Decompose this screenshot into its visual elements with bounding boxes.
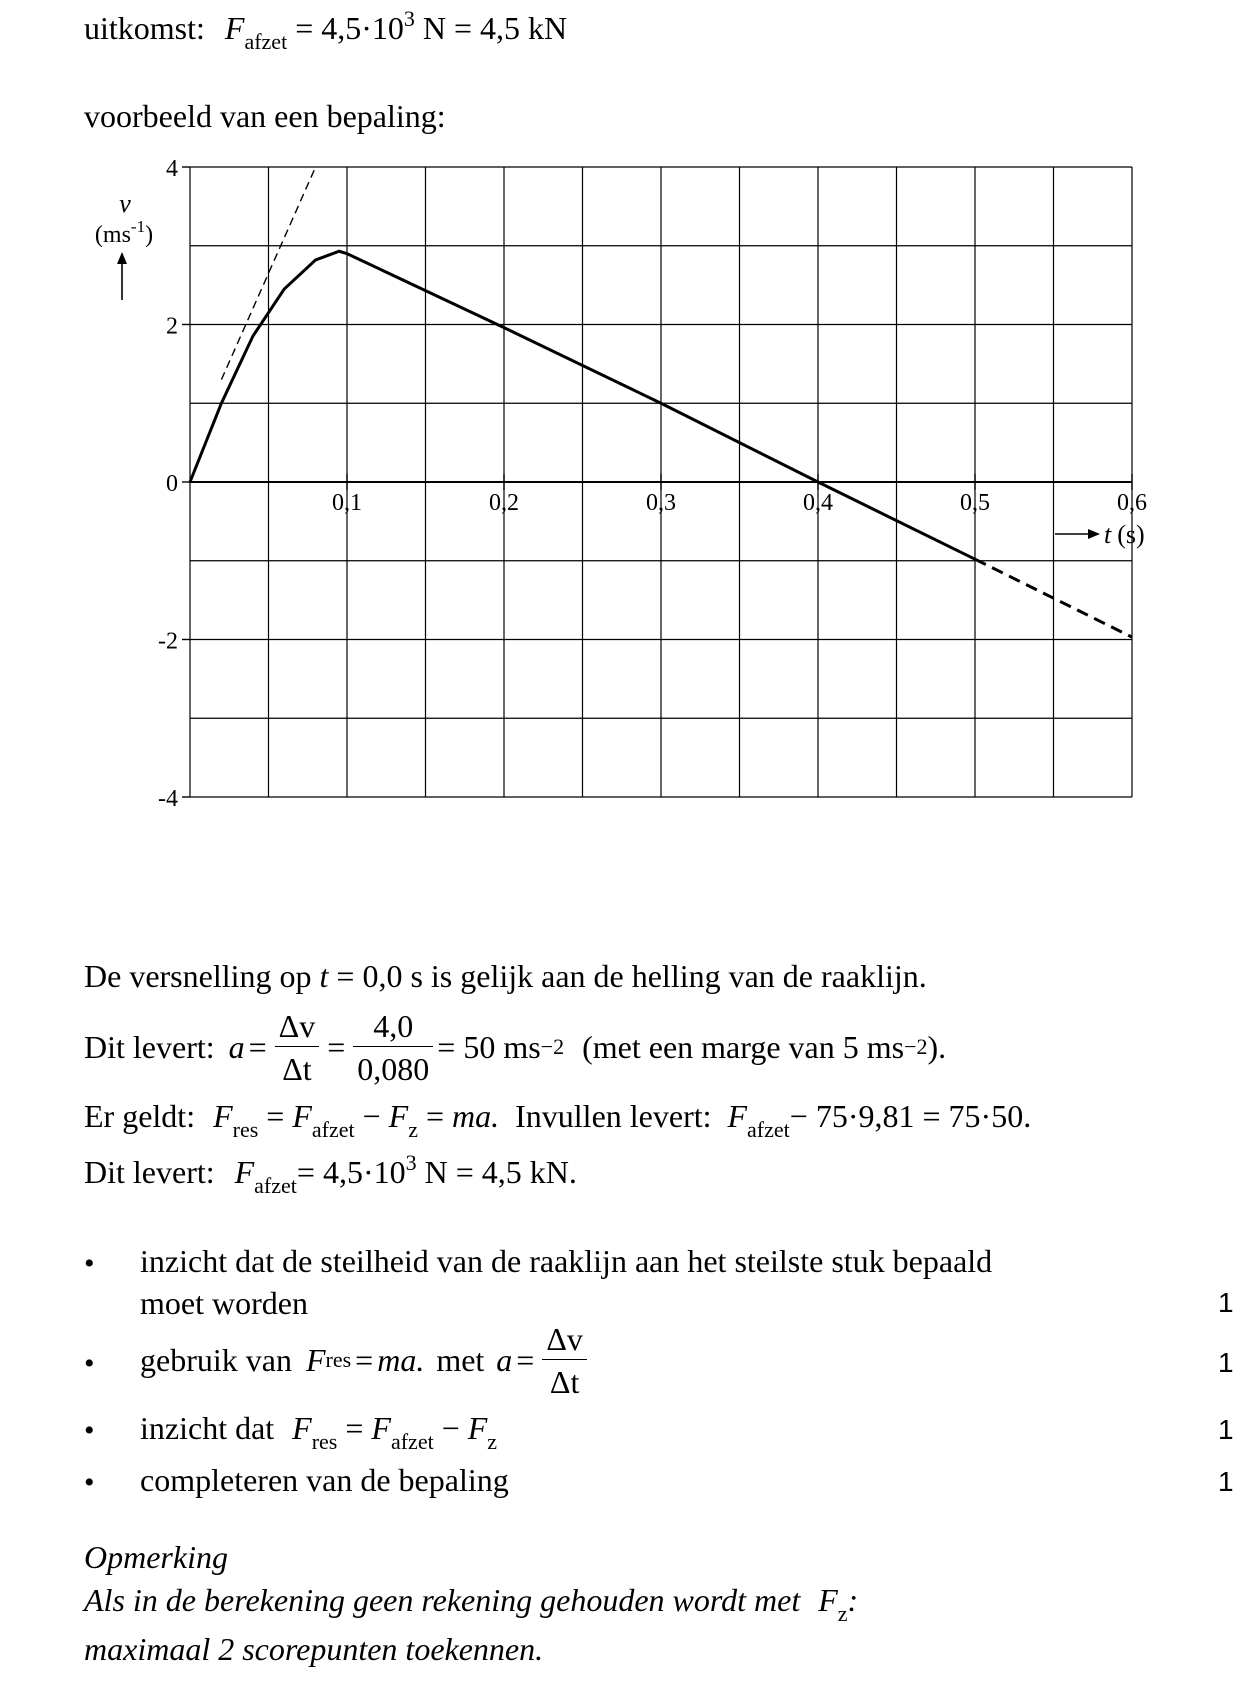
result-label: uitkomst: xyxy=(84,10,205,46)
force-symbol: F xyxy=(292,1098,312,1134)
line4-label: Dit levert: xyxy=(84,1154,215,1190)
y-axis-unit-text: (ms xyxy=(94,222,131,248)
result-tail: N = 4,5 kN. xyxy=(416,1154,577,1190)
x-tick-label: 0,5 xyxy=(960,490,990,516)
criterion-text: inzicht dat xyxy=(140,1410,275,1446)
y-tick-label: 4 xyxy=(166,156,178,182)
fraction-denominator: Δt xyxy=(549,1363,580,1400)
subscript-afzet: afzet xyxy=(390,1429,434,1454)
result-equation: = 4,5·10 xyxy=(295,10,404,46)
force-symbol: F xyxy=(234,1154,255,1190)
y-axis-unit xyxy=(95,217,153,248)
line3-label: Er geldt: xyxy=(84,1098,196,1134)
delta-v-over-delta-t xyxy=(542,1320,587,1400)
force-symbol: F xyxy=(818,1582,838,1618)
explanation-text: = 0,0 s is gelijk aan de helling van de raaklijn. xyxy=(328,958,927,994)
bullet-3: • xyxy=(84,1414,95,1447)
result-subscript: afzet xyxy=(244,29,288,54)
subscript-afzet: afzet xyxy=(747,1117,790,1142)
subscript-afzet: afzet xyxy=(254,1173,297,1198)
y-tick-label: -2 xyxy=(158,628,178,655)
remark-title: Opmerking xyxy=(84,1539,228,1575)
result-tail: N = 4,5 kN xyxy=(414,10,568,46)
remark-line-2: maximaal 2 scorepunten toekennen. xyxy=(84,1631,544,1667)
acceleration-symbol: a xyxy=(496,1342,513,1378)
result-exponent: 3 xyxy=(403,6,415,31)
numeric-fraction xyxy=(353,1007,433,1087)
ma-term: ma. xyxy=(452,1098,500,1134)
velocity-time-chart xyxy=(0,150,1243,970)
explanation-line-4 xyxy=(84,1150,577,1198)
y-axis-arrowhead xyxy=(117,252,127,264)
score-3: 1 xyxy=(1218,1414,1234,1445)
remark-text: Als in de berekening geen rekening gehouden wordt met xyxy=(84,1582,801,1618)
criterion-text: inzicht dat de steilheid van de raaklijn aan het steilste stuk bepaald xyxy=(140,1243,993,1279)
margin-note: (met een marge van 5 ms xyxy=(582,1029,905,1065)
fraction-denominator: Δt xyxy=(282,1050,312,1087)
criterion-2: gebruik van F res = ma. met a = $\frac{\Delta v}{\Delta t}$ xyxy=(140,1320,591,1400)
remark-colon: : xyxy=(847,1582,859,1618)
explanation-line-1 xyxy=(84,960,927,992)
result-exponent: 3 xyxy=(405,1150,417,1175)
x-axis-arrowhead xyxy=(1088,529,1100,539)
fraction-numerator: 4,0 xyxy=(353,1010,433,1047)
criterion-1 xyxy=(140,1245,992,1319)
line2-label: Dit levert: xyxy=(84,1029,215,1065)
score-2: 1 xyxy=(1218,1347,1234,1378)
score-1: 1 xyxy=(1218,1287,1234,1318)
y-axis-unit-close: ) xyxy=(145,222,154,248)
x-axis-unit: (s) xyxy=(1117,520,1145,549)
fraction-numerator: Δv xyxy=(278,1007,316,1044)
fraction-numerator: Δv xyxy=(542,1323,587,1360)
explanation-line-3: Er geldt: $F_{res} = F_{afzet} - F_z$ = ma. Invullen levert: $F_{afzet}- 75\cdot 9,81 = 75\cdot 50$. xyxy=(84,1098,1032,1142)
subscript-res: res xyxy=(232,1117,259,1142)
fill-in-equation: − 75·9,81 = 75·50. xyxy=(789,1098,1032,1134)
y-axis-unit-exponent: -1 xyxy=(130,217,146,236)
ma-term: ma. xyxy=(377,1342,425,1378)
y-tick-label: 2 xyxy=(166,313,178,340)
subscript-z: z xyxy=(837,1601,848,1626)
force-symbol: F xyxy=(371,1410,391,1446)
chart-ticks xyxy=(158,156,1147,812)
x-tick-label: 0,3 xyxy=(646,490,676,516)
criterion-4: completeren van de bepaling xyxy=(140,1462,509,1498)
force-symbol: F xyxy=(305,1342,326,1378)
result-symbol-F: F xyxy=(224,10,245,46)
score-4: 1 xyxy=(1218,1466,1234,1497)
force-symbol: F xyxy=(213,1098,233,1134)
criterion-3: inzicht dat $F_{res} = F_{afzet} - F_z$ xyxy=(140,1410,498,1454)
fraction-denominator: 0,080 xyxy=(357,1050,430,1087)
example-label: voorbeeld van een bepaling: xyxy=(84,98,446,134)
criterion-text: moet worden xyxy=(140,1285,308,1321)
fill-in-label: Invullen levert: xyxy=(515,1098,712,1134)
x-tick-label: 0,4 xyxy=(803,490,833,516)
subscript-res: res xyxy=(311,1429,338,1454)
acceleration-symbol: a xyxy=(228,1029,245,1065)
subscript-z: z xyxy=(487,1429,498,1454)
y-tick-label: -4 xyxy=(158,786,178,812)
y-axis-symbol: v xyxy=(119,189,131,218)
explanation-text: De versnelling op xyxy=(84,958,320,994)
criterion-text: met xyxy=(436,1342,485,1378)
bullet-4: • xyxy=(84,1466,95,1499)
force-symbol: F xyxy=(727,1098,748,1134)
explanation-line-2: Dit levert: a = $\frac{\Delta v}{\Delta t}$ = $\frac{4,0}{0,080}$ = 50 ms −2 (met een marge van 5 ms −2 ). xyxy=(84,1007,947,1087)
x-tick-label: 0,1 xyxy=(332,490,362,516)
y-tick-label: 0 xyxy=(166,471,178,497)
margin-close: ). xyxy=(927,1029,947,1065)
force-symbol: F xyxy=(388,1098,409,1134)
delta-v-over-delta-t xyxy=(275,1007,320,1087)
x-tick-label: 0,6 xyxy=(1117,490,1147,516)
bullet-1: • xyxy=(84,1247,95,1280)
acceleration-result: = 50 ms xyxy=(437,1029,541,1065)
x-axis-symbol: t xyxy=(1104,520,1112,549)
force-symbol: F xyxy=(467,1410,488,1446)
result-line xyxy=(84,6,568,54)
remark-line-1 xyxy=(84,1582,859,1626)
result-equation: = 4,5·10 xyxy=(296,1154,406,1190)
x-tick-label: 0,2 xyxy=(489,490,519,516)
time-symbol: t xyxy=(319,958,329,994)
x-axis-label xyxy=(1104,520,1145,549)
criterion-text: gebruik van xyxy=(140,1342,292,1378)
subscript-z: z xyxy=(408,1117,418,1142)
subscript-afzet: afzet xyxy=(311,1117,355,1142)
bullet-2: • xyxy=(84,1347,95,1380)
force-symbol: F xyxy=(292,1410,312,1446)
